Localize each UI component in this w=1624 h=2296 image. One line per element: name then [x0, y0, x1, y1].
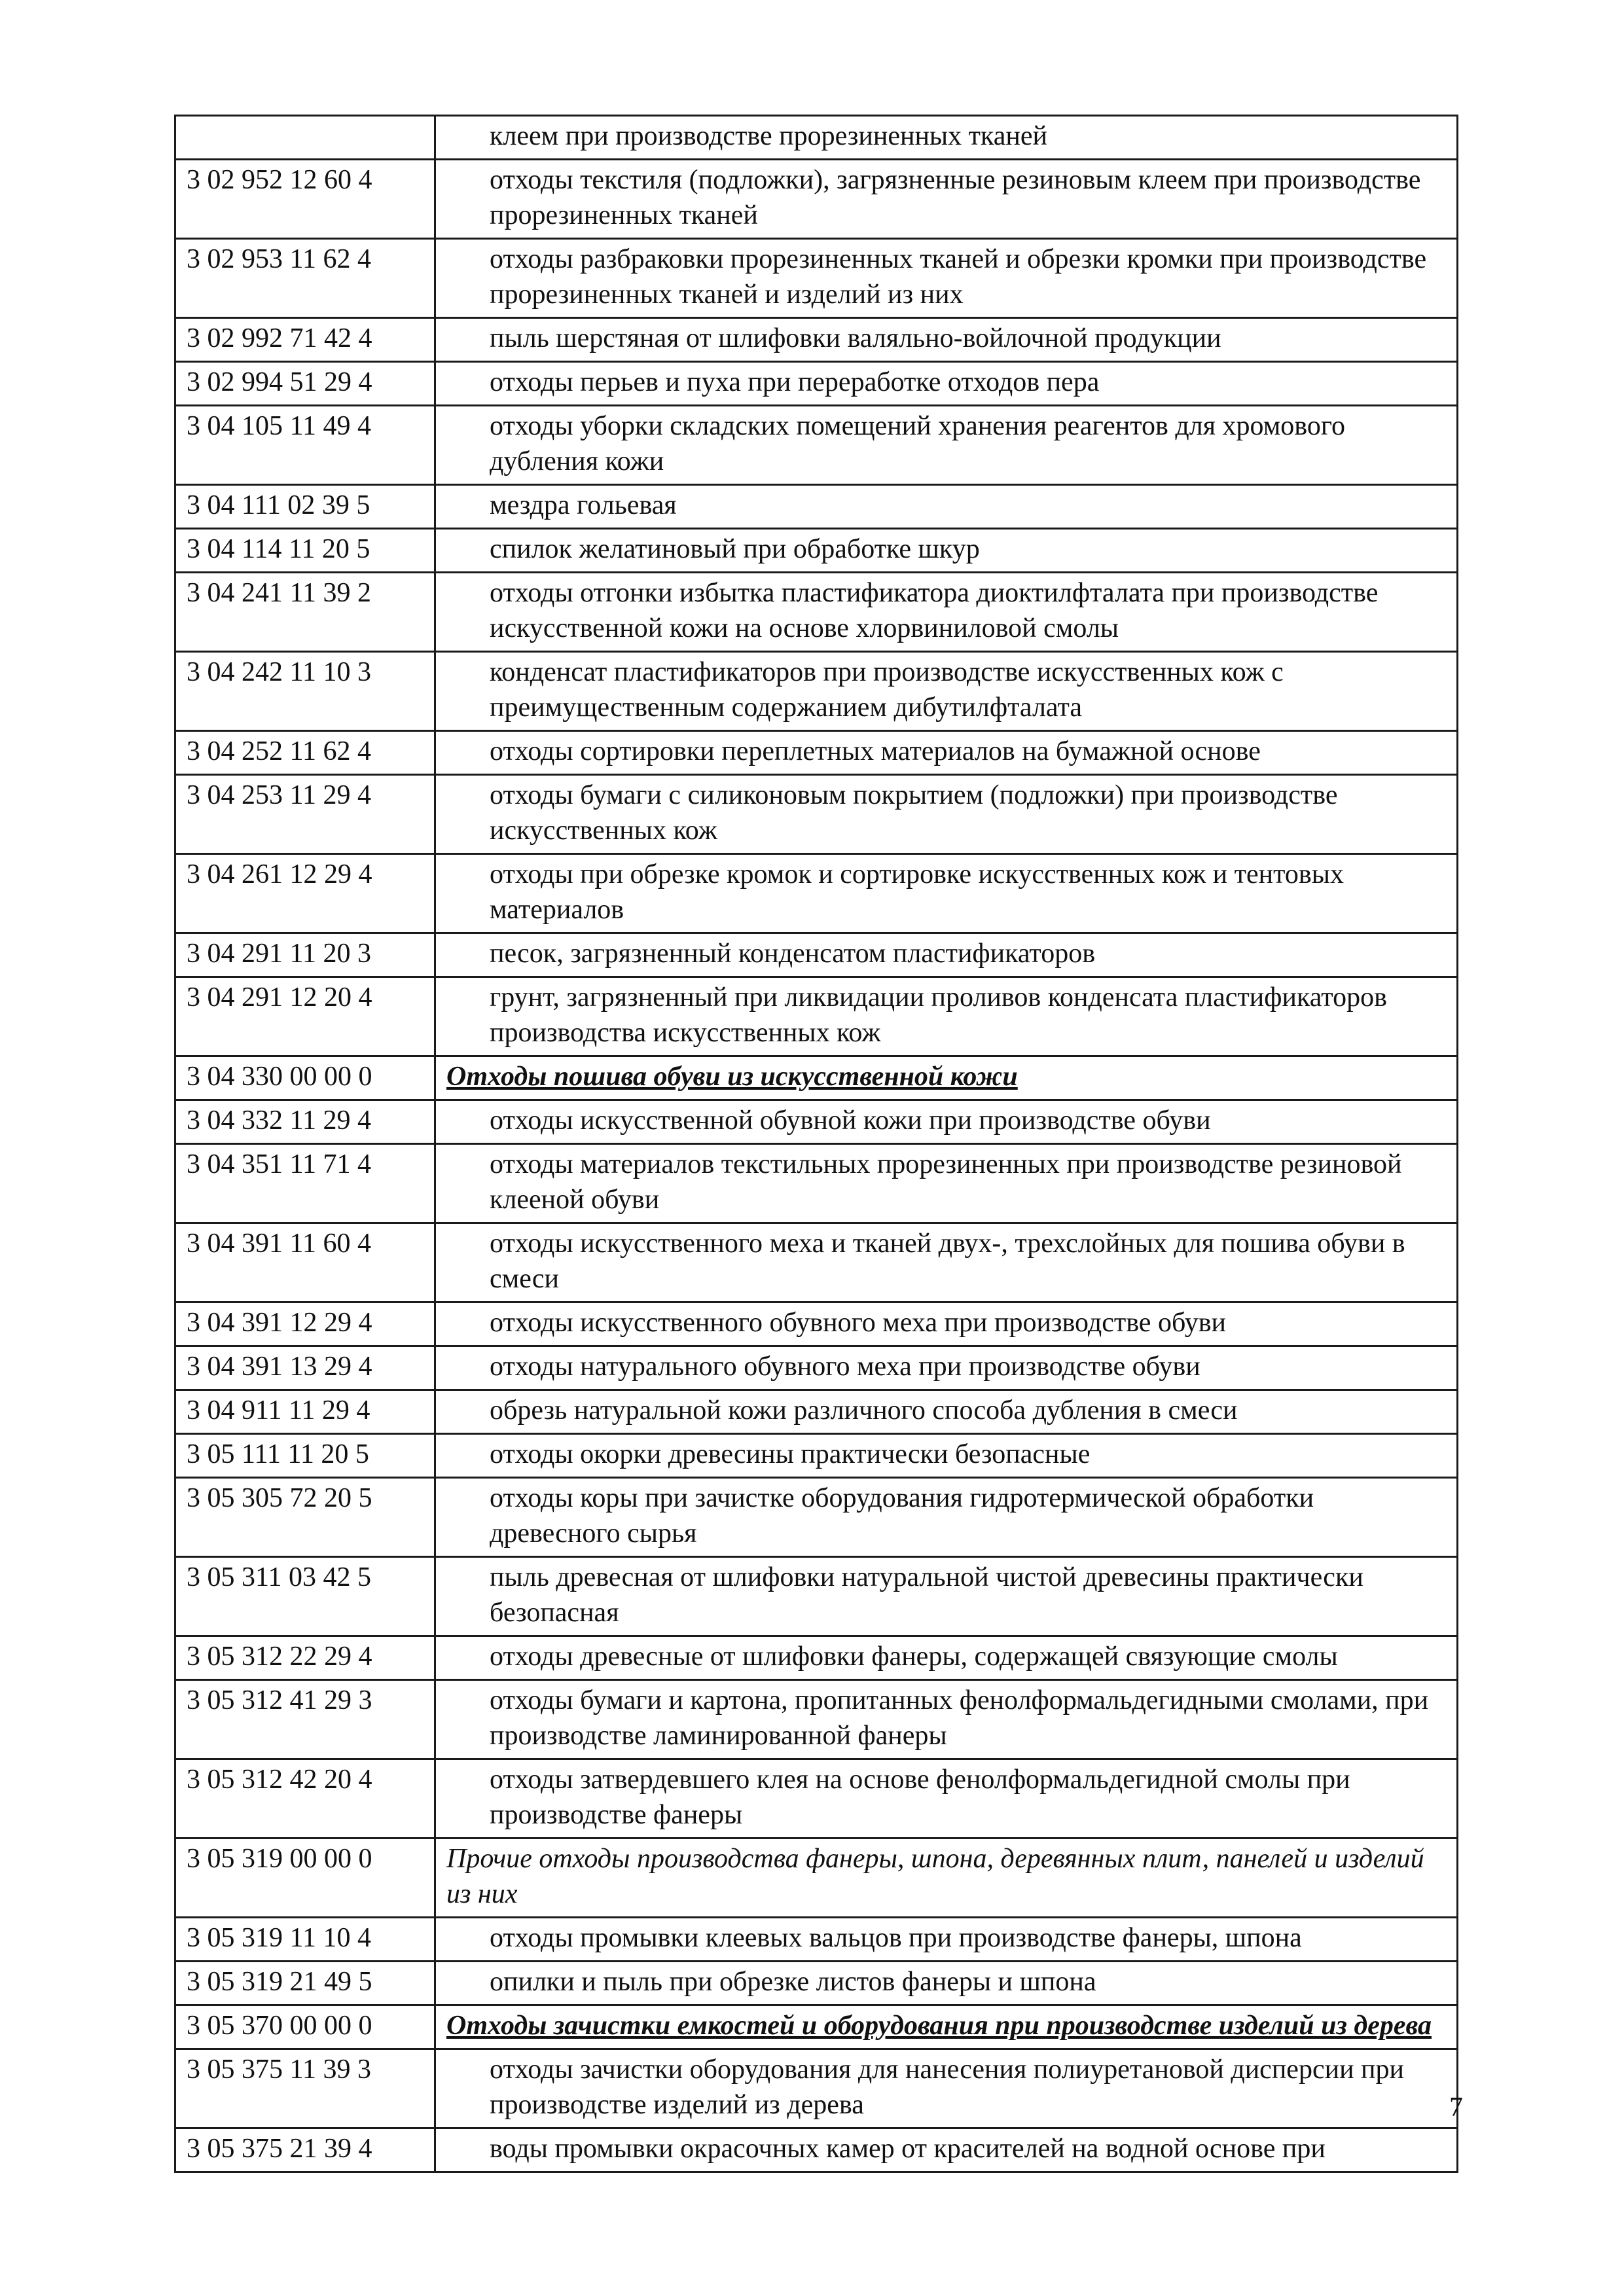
waste-description-cell: отходы уборки складских помещений хранения реагентов для хромового дубления кожи: [435, 406, 1458, 485]
waste-code-cell: 3 04 105 11 49 4: [175, 406, 435, 485]
table-body: [175, 116, 1458, 2172]
table-row: [175, 2049, 1458, 2128]
waste-code-cell: 3 04 332 11 29 4: [175, 1100, 435, 1144]
waste-code-cell: 3 04 391 13 29 4: [175, 1346, 435, 1390]
waste-description-cell: мездра гольевая: [435, 485, 1458, 529]
waste-description-cell: отходы бумаги и картона, пропитанных фенолформальдегидными смолами, при производстве ламинированной фанеры: [435, 1680, 1458, 1759]
waste-code-cell: 3 05 312 22 29 4: [175, 1636, 435, 1680]
waste-code-cell: 3 05 111 11 20 5: [175, 1434, 435, 1478]
waste-code-cell: 3 04 351 11 71 4: [175, 1144, 435, 1223]
page-number: 7: [1449, 2092, 1463, 2123]
waste-code-cell: 3 04 114 11 20 5: [175, 529, 435, 573]
waste-description-cell: отходы при обрезке кромок и сортировке искусственных кож и тентовых материалов: [435, 854, 1458, 933]
table-row: [175, 775, 1458, 854]
waste-description-cell: отходы сортировки переплетных материалов на бумажной основе: [435, 731, 1458, 775]
waste-description-cell: отходы бумаги с силиконовым покрытием (подложки) при производстве искусственных кож: [435, 775, 1458, 854]
waste-code-cell: 3 02 952 12 60 4: [175, 160, 435, 239]
table-row: [175, 1100, 1458, 1144]
table-row: [175, 1302, 1458, 1346]
waste-description-cell: отходы искусственной обувной кожи при производстве обуви: [435, 1100, 1458, 1144]
table-row: [175, 1962, 1458, 2005]
waste-description-cell: отходы натурального обувного меха при производстве обуви: [435, 1346, 1458, 1390]
waste-code-cell: 3 04 330 00 00 0: [175, 1056, 435, 1100]
waste-description-cell: Отходы зачистки емкостей и оборудования при производстве изделий из дерева: [435, 2005, 1458, 2049]
waste-description-cell: отходы искусственного обувного меха при производстве обуви: [435, 1302, 1458, 1346]
waste-code-cell: 3 05 305 72 20 5: [175, 1478, 435, 1557]
waste-code-cell: 3 04 911 11 29 4: [175, 1390, 435, 1434]
waste-description-cell: отходы коры при зачистке оборудования гидротермической обработки древесного сырья: [435, 1478, 1458, 1557]
table-row: [175, 854, 1458, 933]
waste-code-cell: 3 04 391 12 29 4: [175, 1302, 435, 1346]
table-row: [175, 362, 1458, 406]
waste-code-cell: 3 04 391 11 60 4: [175, 1223, 435, 1302]
table-row: [175, 116, 1458, 160]
waste-description-cell: отходы разбраковки прорезиненных тканей и обрезки кромки при производстве прорезиненных тканей и изделий из них: [435, 239, 1458, 318]
table-row: [175, 529, 1458, 573]
table-row: [175, 485, 1458, 529]
table-row: [175, 1346, 1458, 1390]
table-row: [175, 2128, 1458, 2172]
waste-code-cell: 3 05 370 00 00 0: [175, 2005, 435, 2049]
waste-description-cell: Прочие отходы производства фанеры, шпона, деревянных плит, панелей и изделий из них: [435, 1839, 1458, 1918]
waste-code-cell: 3 04 252 11 62 4: [175, 731, 435, 775]
waste-description-cell: отходы перьев и пуха при переработке отходов пера: [435, 362, 1458, 406]
waste-code-cell: 3 05 319 11 10 4: [175, 1918, 435, 1962]
waste-description-cell: опилки и пыль при обрезке листов фанеры и шпона: [435, 1962, 1458, 2005]
waste-code-cell: 3 04 253 11 29 4: [175, 775, 435, 854]
waste-classification-table: [174, 115, 1458, 2173]
table-row: [175, 1759, 1458, 1839]
table-row: [175, 1636, 1458, 1680]
table-row: [175, 1557, 1458, 1636]
waste-code-cell: 3 04 261 12 29 4: [175, 854, 435, 933]
waste-description-cell: отходы затвердевшего клея на основе фенолформальдегидной смолы при производстве фанеры: [435, 1759, 1458, 1839]
table-row: [175, 318, 1458, 362]
table-row: [175, 652, 1458, 731]
table-row: [175, 573, 1458, 652]
waste-description-cell: отходы зачистки оборудования для нанесения полиуретановой дисперсии при производстве изделий из дерева: [435, 2049, 1458, 2128]
waste-code-cell: 3 05 375 11 39 3: [175, 2049, 435, 2128]
table-row: [175, 731, 1458, 775]
table-row: [175, 1478, 1458, 1557]
table-row: [175, 160, 1458, 239]
waste-code-cell: 3 02 953 11 62 4: [175, 239, 435, 318]
waste-code-cell: 3 05 312 42 20 4: [175, 1759, 435, 1839]
table-row: [175, 2005, 1458, 2049]
waste-description-cell: отходы текстиля (подложки), загрязненные резиновым клеем при производстве прорезиненных тканей: [435, 160, 1458, 239]
table-row: [175, 1390, 1458, 1434]
waste-description-cell: отходы окорки древесины практически безопасные: [435, 1434, 1458, 1478]
waste-code-cell: 3 05 319 00 00 0: [175, 1839, 435, 1918]
waste-code-cell: 3 04 291 12 20 4: [175, 977, 435, 1056]
table-row: [175, 1144, 1458, 1223]
waste-code-cell: 3 04 242 11 10 3: [175, 652, 435, 731]
table-row: [175, 1056, 1458, 1100]
table-row: [175, 406, 1458, 485]
waste-description-cell: отходы отгонки избытка пластификатора диоктилфталата при производстве искусственной кожи на основе хлорвиниловой смолы: [435, 573, 1458, 652]
waste-description-cell: Отходы пошива обуви из искусственной кожи: [435, 1056, 1458, 1100]
table-row: [175, 933, 1458, 977]
waste-description-cell: пыль шерстяная от шлифовки валяльно-войлочной продукции: [435, 318, 1458, 362]
table-row: [175, 1223, 1458, 1302]
waste-code-cell: 3 05 375 21 39 4: [175, 2128, 435, 2172]
waste-code-cell: 3 05 311 03 42 5: [175, 1557, 435, 1636]
table-row: [175, 1839, 1458, 1918]
waste-code-cell: 3 02 994 51 29 4: [175, 362, 435, 406]
waste-code-cell: [175, 116, 435, 160]
table-row: [175, 239, 1458, 318]
waste-description-cell: песок, загрязненный конденсатом пластификаторов: [435, 933, 1458, 977]
waste-description-cell: клеем при производстве прорезиненных тканей: [435, 116, 1458, 160]
waste-code-cell: 3 04 241 11 39 2: [175, 573, 435, 652]
waste-code-cell: 3 05 319 21 49 5: [175, 1962, 435, 2005]
waste-description-cell: спилок желатиновый при обработке шкур: [435, 529, 1458, 573]
table-row: [175, 977, 1458, 1056]
table-row: [175, 1680, 1458, 1759]
waste-description-cell: отходы искусственного меха и тканей двух-, трехслойных для пошива обуви в смеси: [435, 1223, 1458, 1302]
table-row: [175, 1918, 1458, 1962]
waste-description-cell: обрезь натуральной кожи различного способа дубления в смеси: [435, 1390, 1458, 1434]
waste-description-cell: отходы промывки клеевых вальцов при производстве фанеры, шпона: [435, 1918, 1458, 1962]
waste-description-cell: конденсат пластификаторов при производстве искусственных кож с преимущественным содержанием дибутилфталата: [435, 652, 1458, 731]
waste-description-cell: пыль древесная от шлифовки натуральной чистой древесины практически безопасная: [435, 1557, 1458, 1636]
waste-description-cell: отходы материалов текстильных прорезиненных при производстве резиновой клееной обуви: [435, 1144, 1458, 1223]
waste-code-cell: 3 02 992 71 42 4: [175, 318, 435, 362]
waste-description-cell: отходы древесные от шлифовки фанеры, содержащей связующие смолы: [435, 1636, 1458, 1680]
waste-code-cell: 3 04 111 02 39 5: [175, 485, 435, 529]
waste-code-cell: 3 05 312 41 29 3: [175, 1680, 435, 1759]
waste-description-cell: грунт, загрязненный при ликвидации проливов конденсата пластификаторов производства искусственных кож: [435, 977, 1458, 1056]
waste-code-cell: 3 04 291 11 20 3: [175, 933, 435, 977]
table-row: [175, 1434, 1458, 1478]
waste-description-cell: воды промывки окрасочных камер от красителей на водной основе при: [435, 2128, 1458, 2172]
